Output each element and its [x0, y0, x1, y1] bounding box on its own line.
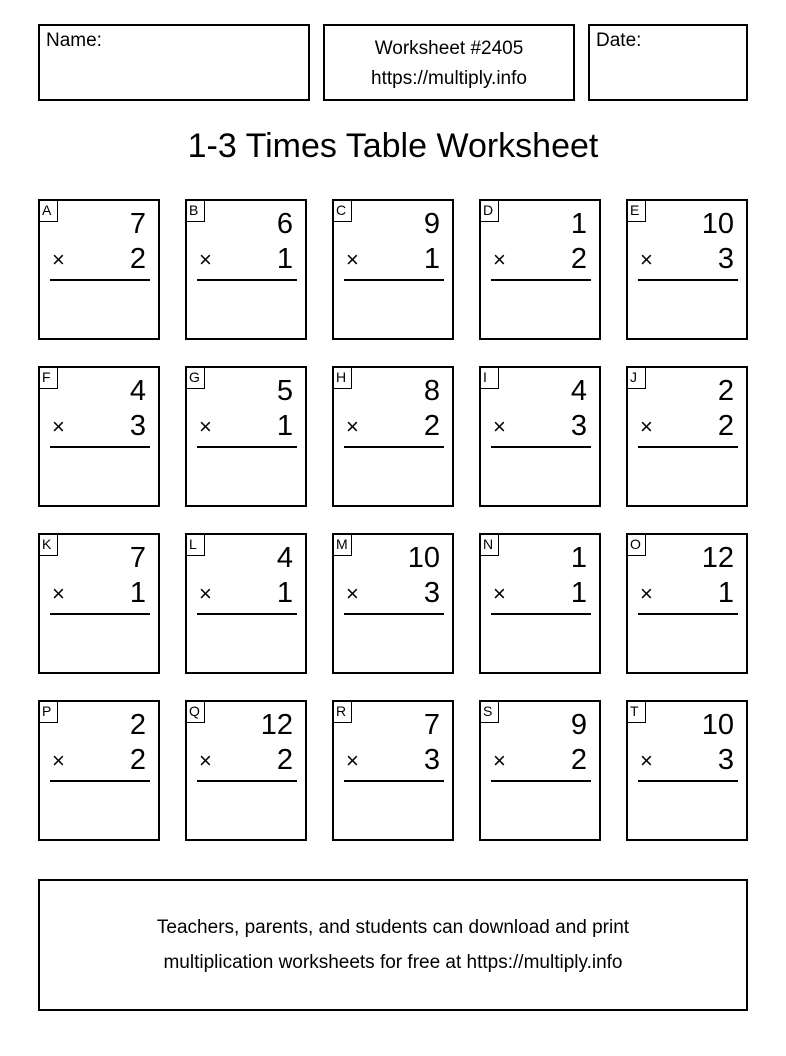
- problem-multiplicand: 10: [407, 542, 440, 574]
- answer-space[interactable]: [193, 619, 299, 666]
- problem-card: [332, 366, 454, 507]
- problem-card: [479, 366, 601, 507]
- answer-space[interactable]: [46, 619, 152, 666]
- problem-multiplicand: 1: [570, 208, 587, 240]
- problem-multiplicand: 12: [260, 709, 293, 741]
- answer-line: [344, 780, 444, 782]
- problem-multiplicand: 4: [129, 375, 146, 407]
- problem-multiplicand: 4: [276, 542, 293, 574]
- problem-multiplicand: 2: [717, 375, 734, 407]
- problem-letter: T: [626, 700, 646, 723]
- page-title: 1-3 Times Table Worksheet: [187, 127, 599, 165]
- problem-card: [38, 700, 160, 841]
- problem-multiplicand: 2: [129, 709, 146, 741]
- answer-line: [50, 279, 150, 281]
- problem-card: [185, 533, 307, 674]
- problem-multiplicand: 7: [129, 542, 146, 574]
- problem-multiplier: 1: [570, 577, 587, 609]
- problem-multiplier: 2: [717, 410, 734, 442]
- multiply-sign: ×: [640, 414, 653, 439]
- problem-multiplicand: 1: [570, 542, 587, 574]
- problem-card: [332, 199, 454, 340]
- problem-letter: A: [38, 199, 58, 222]
- problem-letter: L: [185, 533, 205, 556]
- problem-multiplicand: 5: [276, 375, 293, 407]
- problem-letter: G: [185, 366, 205, 389]
- multiply-sign: ×: [52, 247, 65, 272]
- footer-box: [38, 879, 748, 1011]
- answer-line: [491, 279, 591, 281]
- footer-line-1: Teachers, parents, and students can download and print: [156, 917, 630, 938]
- problem-letter: R: [332, 700, 352, 723]
- problem-letter: Q: [185, 700, 205, 723]
- date-label: Date:: [596, 30, 642, 51]
- problem-letter: O: [626, 533, 646, 556]
- problem-multiplier: 1: [423, 243, 440, 275]
- problem-multiplier: 2: [129, 243, 146, 275]
- multiply-sign: ×: [52, 581, 65, 606]
- answer-space[interactable]: [193, 452, 299, 499]
- problem-multiplier: 1: [276, 410, 293, 442]
- answer-space[interactable]: [487, 786, 593, 833]
- problem-multiplier: 2: [423, 410, 440, 442]
- problem-card: [332, 700, 454, 841]
- answer-line: [344, 446, 444, 448]
- problem-letter: B: [185, 199, 205, 222]
- problem-letter: P: [38, 700, 58, 723]
- answer-space[interactable]: [340, 786, 446, 833]
- answer-line: [638, 446, 738, 448]
- answer-line: [197, 613, 297, 615]
- problem-letter: F: [38, 366, 58, 389]
- answer-space[interactable]: [340, 285, 446, 332]
- problem-card: [479, 199, 601, 340]
- answer-space[interactable]: [46, 452, 152, 499]
- problem-card: [185, 700, 307, 841]
- answer-space[interactable]: [46, 285, 152, 332]
- problem-multiplier: 2: [570, 243, 587, 275]
- problem-letter: K: [38, 533, 58, 556]
- footer-line-2: multiplication worksheets for free at https://multiply.info: [163, 952, 623, 973]
- answer-line: [344, 613, 444, 615]
- multiply-sign: ×: [199, 581, 212, 606]
- problem-card: [626, 533, 748, 674]
- problem-multiplier: 3: [717, 243, 734, 275]
- problem-multiplicand: 10: [701, 709, 734, 741]
- multiply-sign: ×: [199, 247, 212, 272]
- multiply-sign: ×: [199, 748, 212, 773]
- problem-multiplier: 3: [717, 744, 734, 776]
- problem-card: [38, 533, 160, 674]
- answer-space[interactable]: [487, 285, 593, 332]
- problem-letter: H: [332, 366, 352, 389]
- multiply-sign: ×: [493, 581, 506, 606]
- problem-multiplicand: 9: [423, 208, 440, 240]
- problem-multiplier: 2: [570, 744, 587, 776]
- multiply-sign: ×: [346, 581, 359, 606]
- multiply-sign: ×: [493, 247, 506, 272]
- answer-space[interactable]: [46, 786, 152, 833]
- problem-card: [479, 533, 601, 674]
- worksheet-number: Worksheet #2405: [374, 38, 524, 59]
- problem-card: [479, 700, 601, 841]
- answer-space[interactable]: [487, 452, 593, 499]
- problem-multiplier: 3: [423, 744, 440, 776]
- problem-letter: E: [626, 199, 646, 222]
- problem-letter: M: [332, 533, 352, 556]
- answer-space[interactable]: [634, 786, 740, 833]
- problem-multiplicand: 12: [701, 542, 734, 574]
- answer-line: [50, 446, 150, 448]
- answer-line: [197, 446, 297, 448]
- problem-multiplicand: 6: [276, 208, 293, 240]
- problem-multiplicand: 10: [701, 208, 734, 240]
- answer-space[interactable]: [634, 285, 740, 332]
- problem-card: [185, 366, 307, 507]
- problem-multiplier: 2: [129, 744, 146, 776]
- problem-multiplier: 3: [423, 577, 440, 609]
- problem-card: [38, 199, 160, 340]
- problem-card: [626, 366, 748, 507]
- problem-letter: D: [479, 199, 499, 222]
- problem-letter: I: [479, 366, 499, 389]
- multiply-sign: ×: [199, 414, 212, 439]
- problem-multiplier: 1: [276, 577, 293, 609]
- multiply-sign: ×: [346, 247, 359, 272]
- answer-space[interactable]: [340, 452, 446, 499]
- name-field-box[interactable]: [38, 24, 310, 101]
- problem-letter: C: [332, 199, 352, 222]
- answer-line: [638, 613, 738, 615]
- date-field-box[interactable]: [588, 24, 748, 101]
- answer-line: [638, 279, 738, 281]
- multiply-sign: ×: [346, 748, 359, 773]
- worksheet-info-box: [323, 24, 575, 101]
- problem-card: [332, 533, 454, 674]
- answer-space[interactable]: [340, 619, 446, 666]
- answer-line: [491, 446, 591, 448]
- problem-multiplier: 1: [717, 577, 734, 609]
- problem-multiplicand: 4: [570, 375, 587, 407]
- problem-multiplier: 2: [276, 744, 293, 776]
- problem-card: [626, 199, 748, 340]
- answer-line: [50, 780, 150, 782]
- answer-line: [197, 780, 297, 782]
- problem-multiplier: 3: [129, 410, 146, 442]
- problem-multiplier: 3: [570, 410, 587, 442]
- name-label: Name:: [46, 30, 102, 51]
- multiply-sign: ×: [493, 748, 506, 773]
- worksheet-url: https://multiply.info: [371, 68, 527, 89]
- problem-letter: S: [479, 700, 499, 723]
- answer-line: [491, 613, 591, 615]
- answer-space[interactable]: [193, 786, 299, 833]
- multiply-sign: ×: [640, 748, 653, 773]
- problem-card: [38, 366, 160, 507]
- problem-multiplicand: 9: [570, 709, 587, 741]
- answer-line: [50, 613, 150, 615]
- answer-space[interactable]: [634, 619, 740, 666]
- multiply-sign: ×: [346, 414, 359, 439]
- answer-space[interactable]: [193, 285, 299, 332]
- problem-letter: J: [626, 366, 646, 389]
- answer-line: [491, 780, 591, 782]
- multiply-sign: ×: [493, 414, 506, 439]
- answer-space[interactable]: [634, 452, 740, 499]
- problem-multiplier: 1: [129, 577, 146, 609]
- problem-card: [185, 199, 307, 340]
- multiply-sign: ×: [52, 748, 65, 773]
- multiply-sign: ×: [640, 247, 653, 272]
- answer-line: [344, 279, 444, 281]
- problem-letter: N: [479, 533, 499, 556]
- problem-multiplicand: 7: [423, 709, 440, 741]
- multiply-sign: ×: [640, 581, 653, 606]
- problem-multiplicand: 7: [129, 208, 146, 240]
- problem-multiplicand: 8: [423, 375, 440, 407]
- problem-card: [626, 700, 748, 841]
- answer-line: [197, 279, 297, 281]
- multiply-sign: ×: [52, 414, 65, 439]
- answer-space[interactable]: [487, 619, 593, 666]
- problem-multiplier: 1: [276, 243, 293, 275]
- answer-line: [638, 780, 738, 782]
